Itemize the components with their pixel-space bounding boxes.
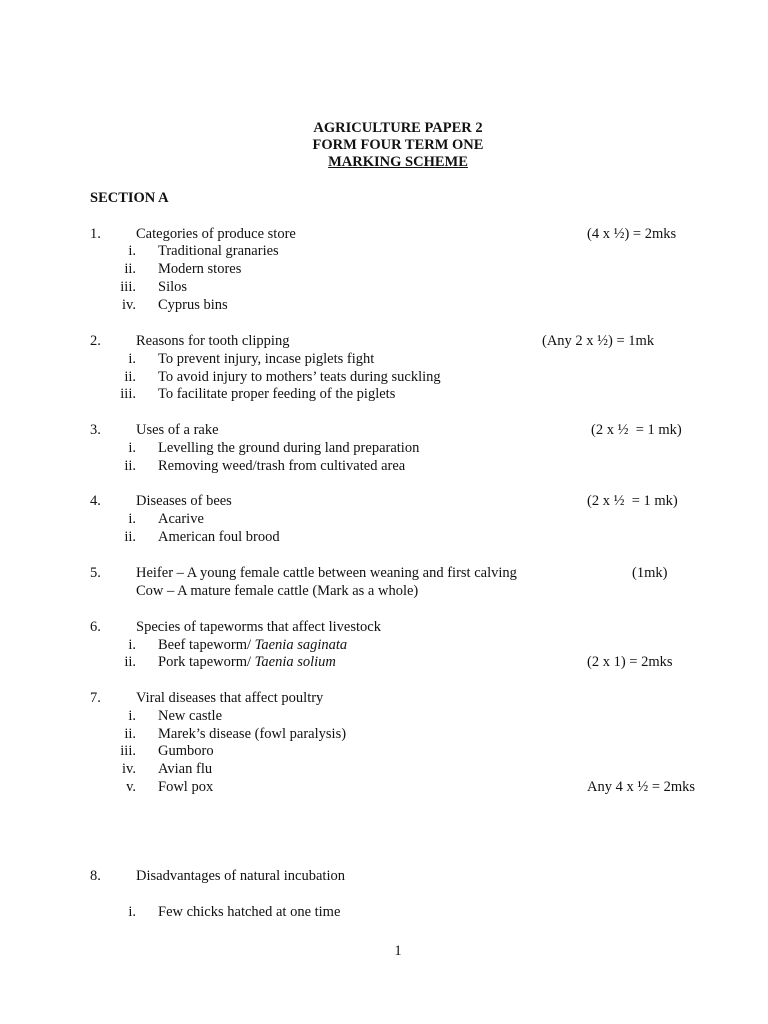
item-numeral: ii. xyxy=(124,458,136,474)
answer-item: Acarive xyxy=(158,511,204,527)
item-numeral: iii. xyxy=(120,279,136,295)
question-number: 4. xyxy=(90,493,101,509)
answer-item: To facilitate proper feeding of the piglets xyxy=(158,386,396,402)
item-numeral: iii. xyxy=(120,743,136,759)
answer-item: Cyprus bins xyxy=(158,297,228,313)
answer-item: Silos xyxy=(158,279,188,295)
answer-item: Removing weed/trash from cultivated area xyxy=(158,458,406,474)
question-text: Categories of produce store xyxy=(136,226,296,242)
item-numeral: ii. xyxy=(124,261,136,277)
question-text: Diseases of bees xyxy=(136,493,232,509)
answer-item: Few chicks hatched at one time xyxy=(158,904,341,920)
item-numeral: i. xyxy=(128,904,136,920)
question-number: 5. xyxy=(90,565,101,581)
question-text: Heifer – A young female cattle between weaning and first calving xyxy=(136,565,517,581)
question-number: 8. xyxy=(90,868,101,884)
item-numeral: ii. xyxy=(124,529,136,545)
item-numeral: ii. xyxy=(124,726,136,742)
item-numeral: i. xyxy=(128,351,136,367)
question-text: Viral diseases that affect poultry xyxy=(136,690,324,706)
marks-allocation: (2 x ½ = 1 mk) xyxy=(591,422,682,438)
question-text: Species of tapeworms that affect livestock xyxy=(136,619,381,635)
question-number: 7. xyxy=(90,690,101,706)
question-text: Reasons for tooth clipping xyxy=(136,333,290,349)
marks-allocation: Any 4 x ½ = 2mks xyxy=(587,779,696,795)
question-number: 6. xyxy=(90,619,101,635)
question-number: 1. xyxy=(90,226,101,242)
item-numeral: v. xyxy=(126,779,136,795)
question-number: 2. xyxy=(90,333,101,349)
marks-allocation: (4 x ½) = 2mks xyxy=(587,226,677,242)
item-numeral: i. xyxy=(128,637,136,653)
answer-item: American foul brood xyxy=(158,529,280,545)
marks-allocation: (Any 2 x ½) = 1mk xyxy=(542,333,655,349)
marks-allocation: (2 x ½ = 1 mk) xyxy=(587,493,678,509)
section-heading: SECTION A xyxy=(90,190,169,206)
answer-item xyxy=(158,653,336,671)
item-numeral: iii. xyxy=(120,386,136,402)
doc-subtitle: FORM FOUR TERM ONE xyxy=(312,137,484,153)
answer-item: Fowl pox xyxy=(158,779,214,795)
answer-item: Levelling the ground during land preparation xyxy=(158,440,420,456)
page-number: 1 xyxy=(394,943,402,959)
answer-item: Marek’s disease (fowl paralysis) xyxy=(158,726,347,742)
answer-item: Avian flu xyxy=(158,761,213,777)
answer-item: Gumboro xyxy=(158,743,214,759)
item-numeral: iv. xyxy=(122,761,136,777)
answer-item xyxy=(158,636,347,654)
question-text: Disadvantages of natural incubation xyxy=(136,868,345,884)
marks-allocation: (1mk) xyxy=(632,565,668,581)
item-numeral: ii. xyxy=(124,369,136,385)
item-numeral: i. xyxy=(128,440,136,456)
question-number: 3. xyxy=(90,422,101,438)
answer-item: Modern stores xyxy=(158,261,242,277)
common-name: Pork tapeworm/ xyxy=(158,654,255,670)
answer-item: Traditional granaries xyxy=(158,243,279,259)
item-numeral: i. xyxy=(128,243,136,259)
common-name: Beef tapeworm/ xyxy=(158,637,255,653)
scientific-name: Taenia saginata xyxy=(254,637,348,653)
answer-item: To avoid injury to mothers’ teats during suckling xyxy=(158,369,441,385)
doc-title: AGRICULTURE PAPER 2 xyxy=(313,120,483,136)
item-numeral: ii. xyxy=(124,654,136,670)
question-text: Uses of a rake xyxy=(136,422,219,438)
item-numeral: i. xyxy=(128,511,136,527)
marks-allocation: (2 x 1) = 2mks xyxy=(587,654,673,670)
item-numeral: i. xyxy=(128,708,136,724)
scientific-name: Taenia solium xyxy=(254,654,336,670)
answer-item: New castle xyxy=(158,708,223,724)
item-numeral: iv. xyxy=(122,297,136,313)
doc-heading xyxy=(0,153,768,171)
answer-item: To prevent injury, incase piglets fight xyxy=(158,351,375,367)
marking-scheme-heading: MARKING SCHEME xyxy=(328,154,468,170)
question-text-continued: Cow – A mature female cattle (Mark as a whole) xyxy=(136,583,419,599)
